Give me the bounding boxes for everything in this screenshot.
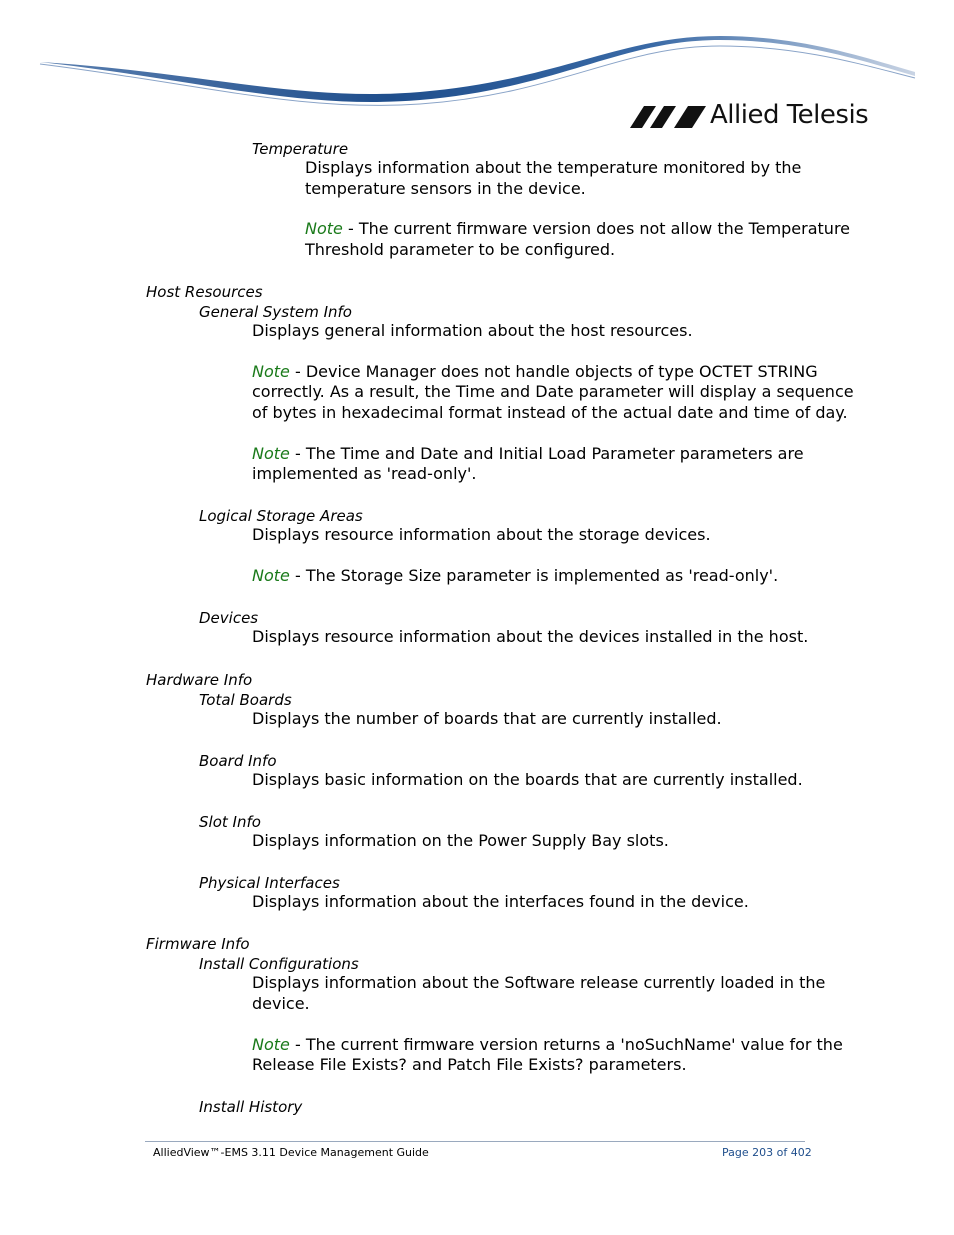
slot-info-desc: Displays information on the Power Supply Bay slots.	[252, 831, 669, 850]
temperature-desc-1: Displays information about the temperature monitored by the	[305, 158, 802, 177]
allied-telesis-logo	[630, 100, 870, 134]
heading-slot-info: Slot Info	[199, 813, 261, 831]
footer-doc-title: AlliedView™-EMS 3.11 Device Management Guide	[153, 1146, 429, 1159]
heading-install-configurations: Install Configurations	[199, 955, 359, 973]
note-text: - The current firmware version does not allow the Temperature	[342, 219, 851, 238]
general-note-a-1	[252, 362, 818, 382]
heading-general-system-info: General System Info	[199, 303, 352, 321]
heading-total-boards: Total Boards	[199, 691, 292, 709]
note-text: - The current firmware version returns a 'noSuchName' value for the	[289, 1035, 843, 1054]
note-label: Note	[305, 219, 343, 238]
note-label: Note	[252, 362, 290, 381]
board-info-desc: Displays basic information on the boards that are currently installed.	[252, 770, 803, 789]
allied-telesis-logo-mark-icon	[630, 106, 706, 128]
physical-desc: Displays information about the interfaces found in the device.	[252, 892, 749, 911]
heading-install-history: Install History	[199, 1098, 303, 1116]
note-label: Note	[252, 566, 290, 585]
total-boards-desc: Displays the number of boards that are currently installed.	[252, 709, 722, 728]
install-config-note-2: Release File Exists? and Patch File Exists? parameters.	[252, 1055, 687, 1074]
heading-devices: Devices	[199, 609, 259, 627]
logical-desc: Displays resource information about the storage devices.	[252, 525, 711, 544]
logo-wordmark: Allied Telesis	[710, 100, 869, 130]
temperature-desc-2: temperature sensors in the device.	[305, 179, 586, 198]
footer-divider	[145, 1141, 805, 1142]
general-note-b-1	[252, 444, 804, 464]
temperature-note-1	[305, 219, 850, 239]
footer-page-number: Page 203 of 402	[722, 1146, 812, 1159]
logical-note	[252, 566, 778, 586]
note-label: Note	[252, 1035, 290, 1054]
heading-host-resources: Host Resources	[146, 283, 263, 301]
temperature-note-2: Threshold parameter to be configured.	[305, 240, 616, 259]
note-text: - Device Manager does not handle objects of type OCTET STRING	[289, 362, 818, 381]
general-note-a-3: of bytes in hexadecimal format instead of the actual date and time of day.	[252, 403, 848, 422]
heading-board-info: Board Info	[199, 752, 277, 770]
heading-logical-storage-areas: Logical Storage Areas	[199, 507, 363, 525]
heading-temperature: Temperature	[252, 140, 349, 158]
note-text: - The Time and Date and Initial Load Parameter parameters are	[289, 444, 804, 463]
heading-physical-interfaces: Physical Interfaces	[199, 874, 340, 892]
install-config-desc-1: Displays information about the Software release currently loaded in the	[252, 973, 826, 992]
devices-desc: Displays resource information about the devices installed in the host.	[252, 627, 809, 646]
general-note-b-2: implemented as 'read-only'.	[252, 464, 477, 483]
install-config-note-1	[252, 1035, 843, 1055]
heading-hardware-info: Hardware Info	[146, 671, 253, 689]
note-text: - The Storage Size parameter is implemented as 'read-only'.	[289, 566, 779, 585]
general-desc: Displays general information about the host resources.	[252, 321, 693, 340]
heading-firmware-info: Firmware Info	[146, 935, 250, 953]
note-label: Note	[252, 444, 290, 463]
general-note-a-2: correctly. As a result, the Time and Date parameter will display a sequence	[252, 382, 854, 401]
install-config-desc-2: device.	[252, 994, 310, 1013]
